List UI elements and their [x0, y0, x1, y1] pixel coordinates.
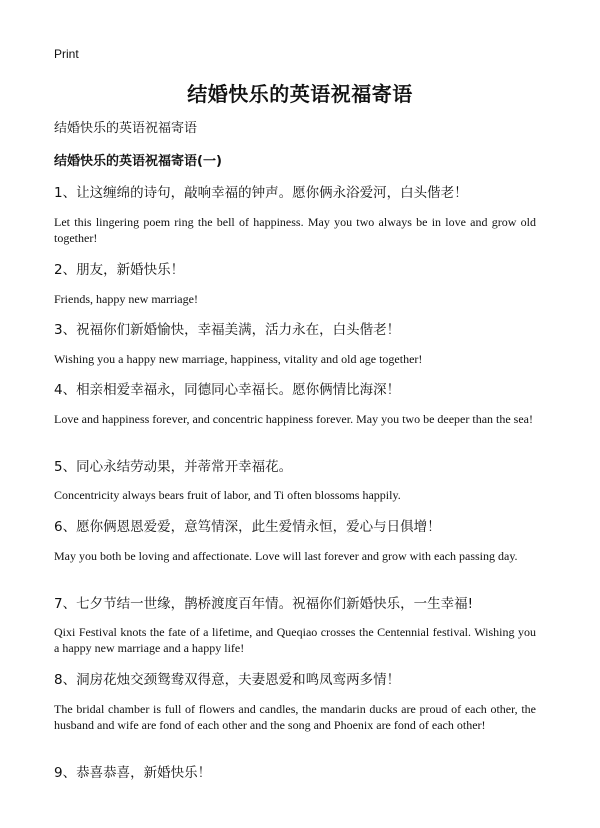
entry-6-english: May you both be loving and affectionate. Love will last forever and grow with each passing day. — [54, 549, 518, 563]
entry-6-chinese: 6、愿你俩恩恩爱爱，意笃情深，此生爱情永恒，爱心与日俱增！ — [54, 519, 441, 535]
entry-9-chinese: 9、恭喜恭喜，新婚快乐！ — [54, 765, 212, 781]
entry-3-english: Wishing you a happy new marriage, happiness, vitality and old age together! — [54, 352, 423, 366]
entry-3-chinese: 3、祝福你们新婚愉快，幸福美满，活力永在，白头偕老！ — [54, 322, 401, 338]
entry-7-english: Qixi Festival knots the fate of a lifetime, and Queqiao crosses the Centennial festival. Wishing you a happy new marriage and a happy life! — [54, 625, 536, 655]
entry-4-chinese: 4、相亲相爱幸福永，同德同心幸福长。愿你俩情比海深！ — [54, 382, 401, 398]
entry-4-english: Love and happiness forever, and concentric happiness forever. May you two be deeper than the sea! — [54, 412, 534, 426]
entry-5-english: Concentricity always bears fruit of labor, and Ti often blossoms happily. — [54, 488, 401, 502]
entry-7-chinese: 7、七夕节结一世缘，鹊桥渡度百年情。祝福你们新婚快乐，一生幸福! — [54, 596, 474, 612]
entry-8-chinese: 8、洞房花烛交颈鸳鸯双得意，夫妻恩爱和鸣凤鸾两多情！ — [54, 672, 401, 688]
subtitle: 结婚快乐的英语祝福寄语 — [54, 121, 198, 136]
entry-2-english: Friends, happy new marriage! — [54, 292, 198, 306]
entry-8-english: The bridal chamber is full of flowers and candles, the mandarin ducks are proud of each other, the husband and wife are fond of each other and the song and Phoenix are fond of each other! — [54, 702, 536, 732]
entry-1-english: Let this lingering poem ring the bell of happiness. May you two always be in love and grow old together! — [54, 215, 536, 245]
section-heading: 结婚快乐的英语祝福寄语(一) — [54, 154, 222, 169]
entry-2-chinese: 2、朋友，新婚快乐！ — [54, 262, 185, 278]
page-title: 结婚快乐的英语祝福寄语 — [187, 82, 413, 106]
print-label: Print — [54, 47, 79, 61]
entry-5-chinese: 5、同心永结劳动果，并蒂常开幸福花。 — [54, 459, 293, 475]
entry-1-chinese: 1、让这缠绵的诗句，敲响幸福的钟声。愿你俩永浴爱河，白头偕老！ — [54, 185, 468, 201]
